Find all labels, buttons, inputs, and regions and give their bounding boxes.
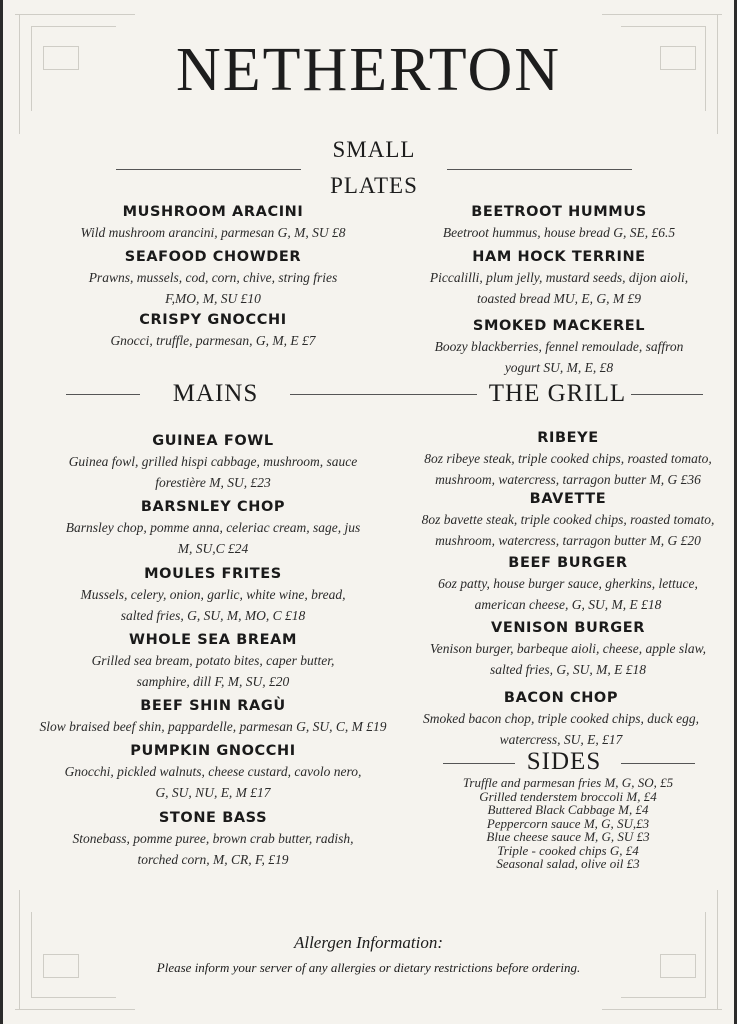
item-name: MUSHROOM ARACINI: [122, 204, 304, 220]
divider-small-plates-right: [447, 169, 632, 170]
menu-item: [396, 489, 737, 551]
item-description: Gnocchi, pickled walnuts, cheese custard, cavolo nero,: [64, 764, 362, 779]
item-description: mushroom, watercress, tarragon butter M, G £36: [435, 472, 701, 487]
item-name: BACON CHOP: [503, 690, 619, 706]
item-description: Wild mushroom arancini, parmesan G, M, SU £8: [80, 225, 346, 240]
menu-item: [28, 808, 398, 870]
allergen-text: Please inform your server of any allergies or dietary restrictions before ordering.: [156, 960, 581, 975]
item-name: PUMPKIN GNOCCHI: [130, 743, 296, 759]
item-description: Mussels, celery, onion, garlic, white wine, bread,: [80, 587, 346, 602]
item-description: G, SU, NU, E, M £17: [155, 785, 271, 800]
item-name: STONE BASS: [158, 810, 268, 826]
item-description: salted fries, G, SU, M, E £18: [490, 662, 646, 677]
list-item: Blue cheese sauce M, G, SU £3: [486, 829, 650, 844]
item-description: Prawns, mussels, cod, corn, chive, string fries: [88, 270, 338, 285]
item-name: SEAFOOD CHOWDER: [124, 249, 302, 265]
allergen-title: Allergen Information:: [293, 933, 444, 952]
list-item: Seasonal salad, olive oil £3: [496, 856, 640, 871]
list-item: Truffle and parmesan fries M, G, SO, £5: [462, 775, 674, 790]
list-item: Buttered Black Cabbage M, £4: [487, 802, 649, 817]
item-description: Slow braised beef shin, pappardelle, parmesan G, SU, C, M £19: [39, 719, 387, 734]
item-name: BAVETTE: [529, 491, 607, 507]
menu-item: [43, 310, 383, 351]
section-title-small-plates-line1: SMALL: [332, 137, 416, 162]
item-name: HAM HOCK TERRINE: [472, 249, 646, 265]
list-item: Triple - cooked chips G, £4: [497, 842, 639, 858]
item-description: 8oz bavette steak, triple cooked chips, roasted tomato,: [421, 512, 715, 527]
menu-item: [28, 431, 398, 493]
item-description: Guinea fowl, grilled hispi cabbage, mushroom, sauce: [68, 454, 358, 469]
item-name: SMOKED MACKEREL: [472, 318, 646, 334]
item-description: yogurt SU, M, E, £8: [504, 360, 614, 375]
item-name: BARSNLEY CHOP: [140, 499, 286, 515]
item-description: mushroom, watercress, tarragon butter M, G £20: [435, 533, 701, 548]
item-name: BEEF SHIN RAGÙ: [140, 698, 286, 714]
item-description: Gnocci, truffle, parmesan, G, M, E £7: [110, 333, 316, 348]
item-description: Stonebass, pomme puree, brown crab butter, radish,: [72, 831, 354, 846]
divider-mains-left: [66, 394, 140, 395]
item-description: torched corn, M, CR, F, £19: [137, 852, 289, 867]
divider-small-plates-left: [116, 169, 301, 170]
menu-item: [28, 630, 398, 692]
item-description: Barnsley chop, pomme anna, celeriac cream, sage, jus: [65, 520, 361, 535]
divider-grill-right: [631, 394, 703, 395]
item-name: CRISPY GNOCCHI: [139, 312, 287, 328]
item-description: Venison burger, barbeque aioli, cheese, apple slaw,: [430, 641, 706, 656]
section-title-sides: SIDES: [526, 748, 602, 775]
section-title-grill: THE GRILL: [488, 380, 627, 407]
item-description: Beetroot hummus, house bread G, SE, £6.5: [442, 225, 676, 240]
list-item: Peppercorn sauce M, G, SU,£3: [486, 815, 650, 831]
menu-sheet: [3, 0, 734, 1024]
item-name: GUINEA FOWL: [152, 433, 274, 449]
menu-item: [396, 618, 737, 680]
section-title-small-plates-line2: PLATES: [330, 173, 418, 198]
allergen-info: [3, 932, 734, 978]
menu-item: [28, 497, 398, 559]
section-title-mains: MAINS: [172, 380, 259, 407]
menu-item: [28, 696, 398, 737]
menu-item: [396, 428, 737, 490]
item-description: 6oz patty, house burger sauce, gherkins, lettuce,: [438, 576, 698, 591]
menu-item: [28, 564, 398, 626]
item-description: Smoked bacon chop, triple cooked chips, duck egg,: [423, 711, 699, 726]
menu-item: [389, 316, 729, 378]
menu-item: [43, 247, 383, 309]
item-description: toasted bread MU, E, G, M £9: [476, 291, 642, 306]
restaurant-name: NETHERTON: [175, 36, 562, 104]
item-description: M, SU,C £24: [177, 541, 249, 556]
item-name: RIBEYE: [537, 430, 599, 446]
divider-mains-grill: [290, 394, 477, 395]
item-description: salted fries, G, SU, M, MO, C £18: [120, 608, 306, 623]
item-description: 8oz ribeye steak, triple cooked chips, roasted tomato,: [424, 451, 712, 466]
item-description: american cheese, G, SU, M, E £18: [474, 597, 662, 612]
menu-item: [389, 202, 729, 243]
item-name: BEETROOT HUMMUS: [471, 204, 647, 220]
item-name: MOULES FRITES: [144, 566, 282, 582]
divider-sides-right: [621, 763, 695, 764]
menu-item: [389, 247, 729, 309]
item-description: watercress, SU, E, £17: [499, 732, 623, 747]
item-description: forestière M, SU, £23: [155, 475, 271, 490]
item-description: samphire, dill F, M, SU, £20: [136, 674, 290, 689]
item-description: Piccalilli, plum jelly, mustard seeds, dijon aioli,: [429, 270, 689, 285]
item-name: BEEF BURGER: [508, 555, 628, 571]
item-name: WHOLE SEA BREAM: [128, 632, 298, 648]
item-name: VENISON BURGER: [491, 620, 645, 636]
item-description: F,MO, M, SU £10: [165, 291, 261, 306]
sides-list: [433, 776, 703, 871]
menu-item: [389, 688, 733, 750]
divider-sides-left: [443, 763, 515, 764]
item-description: Boozy blackberries, fennel remoulade, saffron: [434, 339, 684, 354]
list-item: Grilled tenderstem broccoli M, £4: [479, 788, 657, 804]
menu-item: [28, 741, 398, 803]
menu-item: [43, 202, 383, 243]
item-description: Grilled sea bream, potato bites, caper butter,: [91, 653, 335, 668]
menu-item: [396, 553, 737, 615]
